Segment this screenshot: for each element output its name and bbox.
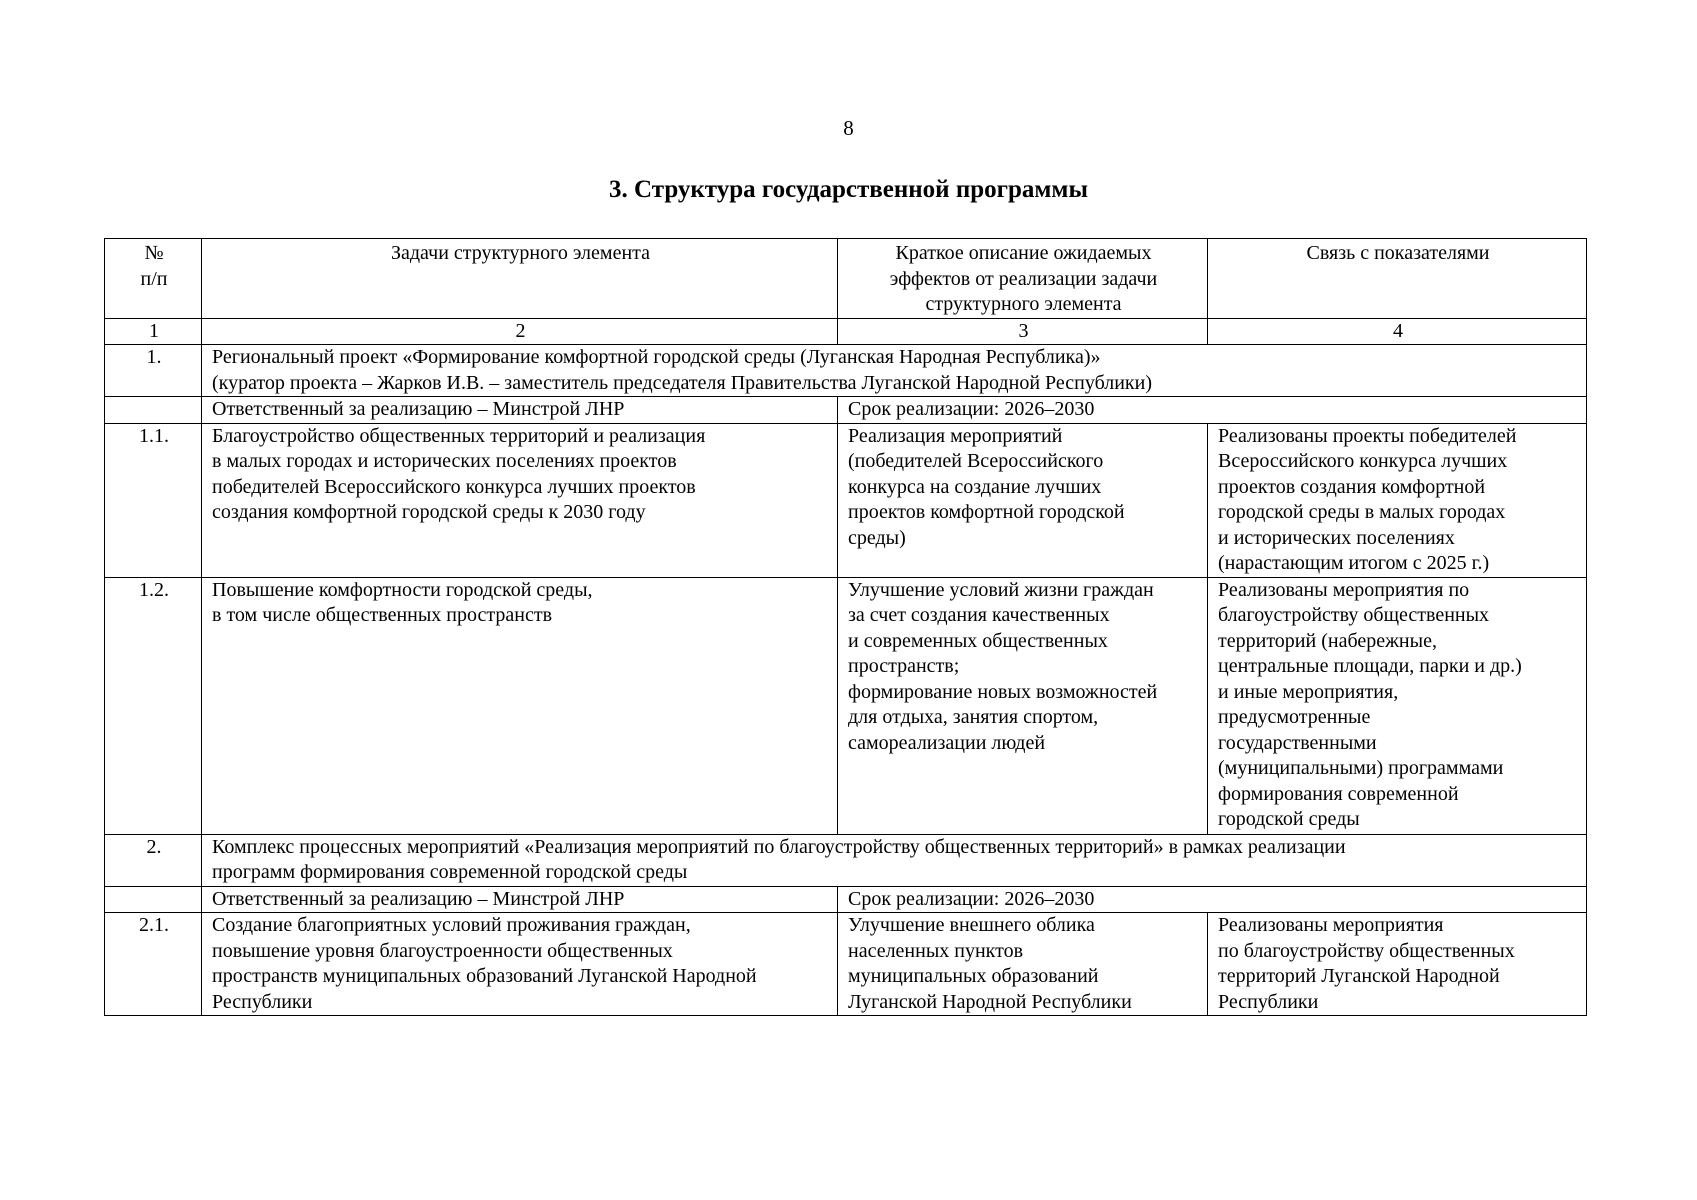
table-row	[105, 913, 1587, 1016]
program-structure-table	[104, 238, 1587, 1016]
table-row	[105, 577, 1587, 834]
empty-cell	[105, 397, 202, 424]
row-num: 2.1.	[105, 913, 202, 1016]
header-effects: Краткое описание ожидаемых эффектов от реализации задачи структурного элемента	[838, 239, 1208, 319]
responsible-text: Ответственный за реализацию – Минстрой ЛНР	[202, 886, 838, 913]
column-index: 2	[202, 318, 838, 345]
page-number: 8	[843, 116, 854, 140]
section-title: Региональный проект «Формирование комфортной городской среды (Луганская Народная Республика)» (куратор проекта – Жарков И.В. – заместитель председателя Правительства Луганской Народной Республики)	[202, 345, 1587, 397]
term-text: Срок реализации: 2026–2030	[838, 397, 1587, 424]
indicator-cell: Реализованы проекты победителей Всероссийского конкурса лучших проектов создания комфортной городской среды в малых городах и исторических поселениях (нарастающим итогом с 2025 г.)	[1208, 423, 1587, 577]
effect-cell: Улучшение условий жизни граждан за счет создания качественных и современных общественных пространств; формирование новых возможностей для отдыха, занятия спортом, самореализации людей	[838, 577, 1208, 834]
indicator-cell: Реализованы мероприятия по благоустройству общественных территорий (набережные, центральные площади, парки и др.) и иные мероприятия, предусмотренные государственными (муниципальными) программами формирования современной городской среды	[1208, 577, 1587, 834]
task-cell: Создание благоприятных условий проживания граждан, повышение уровня благоустроенности общественных пространств муниципальных образований Луганской Народной Республики	[202, 913, 838, 1016]
section-num: 1.	[105, 345, 202, 397]
column-index-row	[105, 318, 1587, 345]
row-num: 1.1.	[105, 423, 202, 577]
header-indicators: Связь с показателями	[1208, 239, 1587, 319]
effect-cell: Улучшение внешнего облика населенных пунктов муниципальных образований Луганской Народной Республики	[838, 913, 1208, 1016]
table-header-row	[105, 239, 1587, 319]
term-text: Срок реализации: 2026–2030	[838, 886, 1587, 913]
section-num: 2.	[105, 834, 202, 886]
responsible-row	[105, 397, 1587, 424]
effect-cell: Реализация мероприятий (победителей Всероссийского конкурса на создание лучших проектов комфортной городской среды)	[838, 423, 1208, 577]
section-title: Комплекс процессных мероприятий «Реализация мероприятий по благоустройству общественных территорий» в рамках реализации программ формирования современной городской среды	[202, 834, 1587, 886]
responsible-row	[105, 886, 1587, 913]
header-num: № п/п	[105, 239, 202, 319]
empty-cell	[105, 886, 202, 913]
indicator-cell: Реализованы мероприятия по благоустройству общественных территорий Луганской Народной Республики	[1208, 913, 1587, 1016]
column-index: 3	[838, 318, 1208, 345]
row-num: 1.2.	[105, 577, 202, 834]
task-cell: Повышение комфортности городской среды, в том числе общественных пространств	[202, 577, 838, 834]
section-row	[105, 834, 1587, 886]
responsible-text: Ответственный за реализацию – Минстрой ЛНР	[202, 397, 838, 424]
table-row	[105, 423, 1587, 577]
header-tasks: Задачи структурного элемента	[202, 239, 838, 319]
task-cell: Благоустройство общественных территорий и реализация в малых городах и исторических поселениях проектов победителей Всероссийского конкурса лучших проектов создания комфортной городской среды к 2030 году	[202, 423, 838, 577]
column-index: 1	[105, 318, 202, 345]
page-title: 3. Структура государственной программы	[609, 176, 1088, 203]
section-row	[105, 345, 1587, 397]
column-index: 4	[1208, 318, 1587, 345]
